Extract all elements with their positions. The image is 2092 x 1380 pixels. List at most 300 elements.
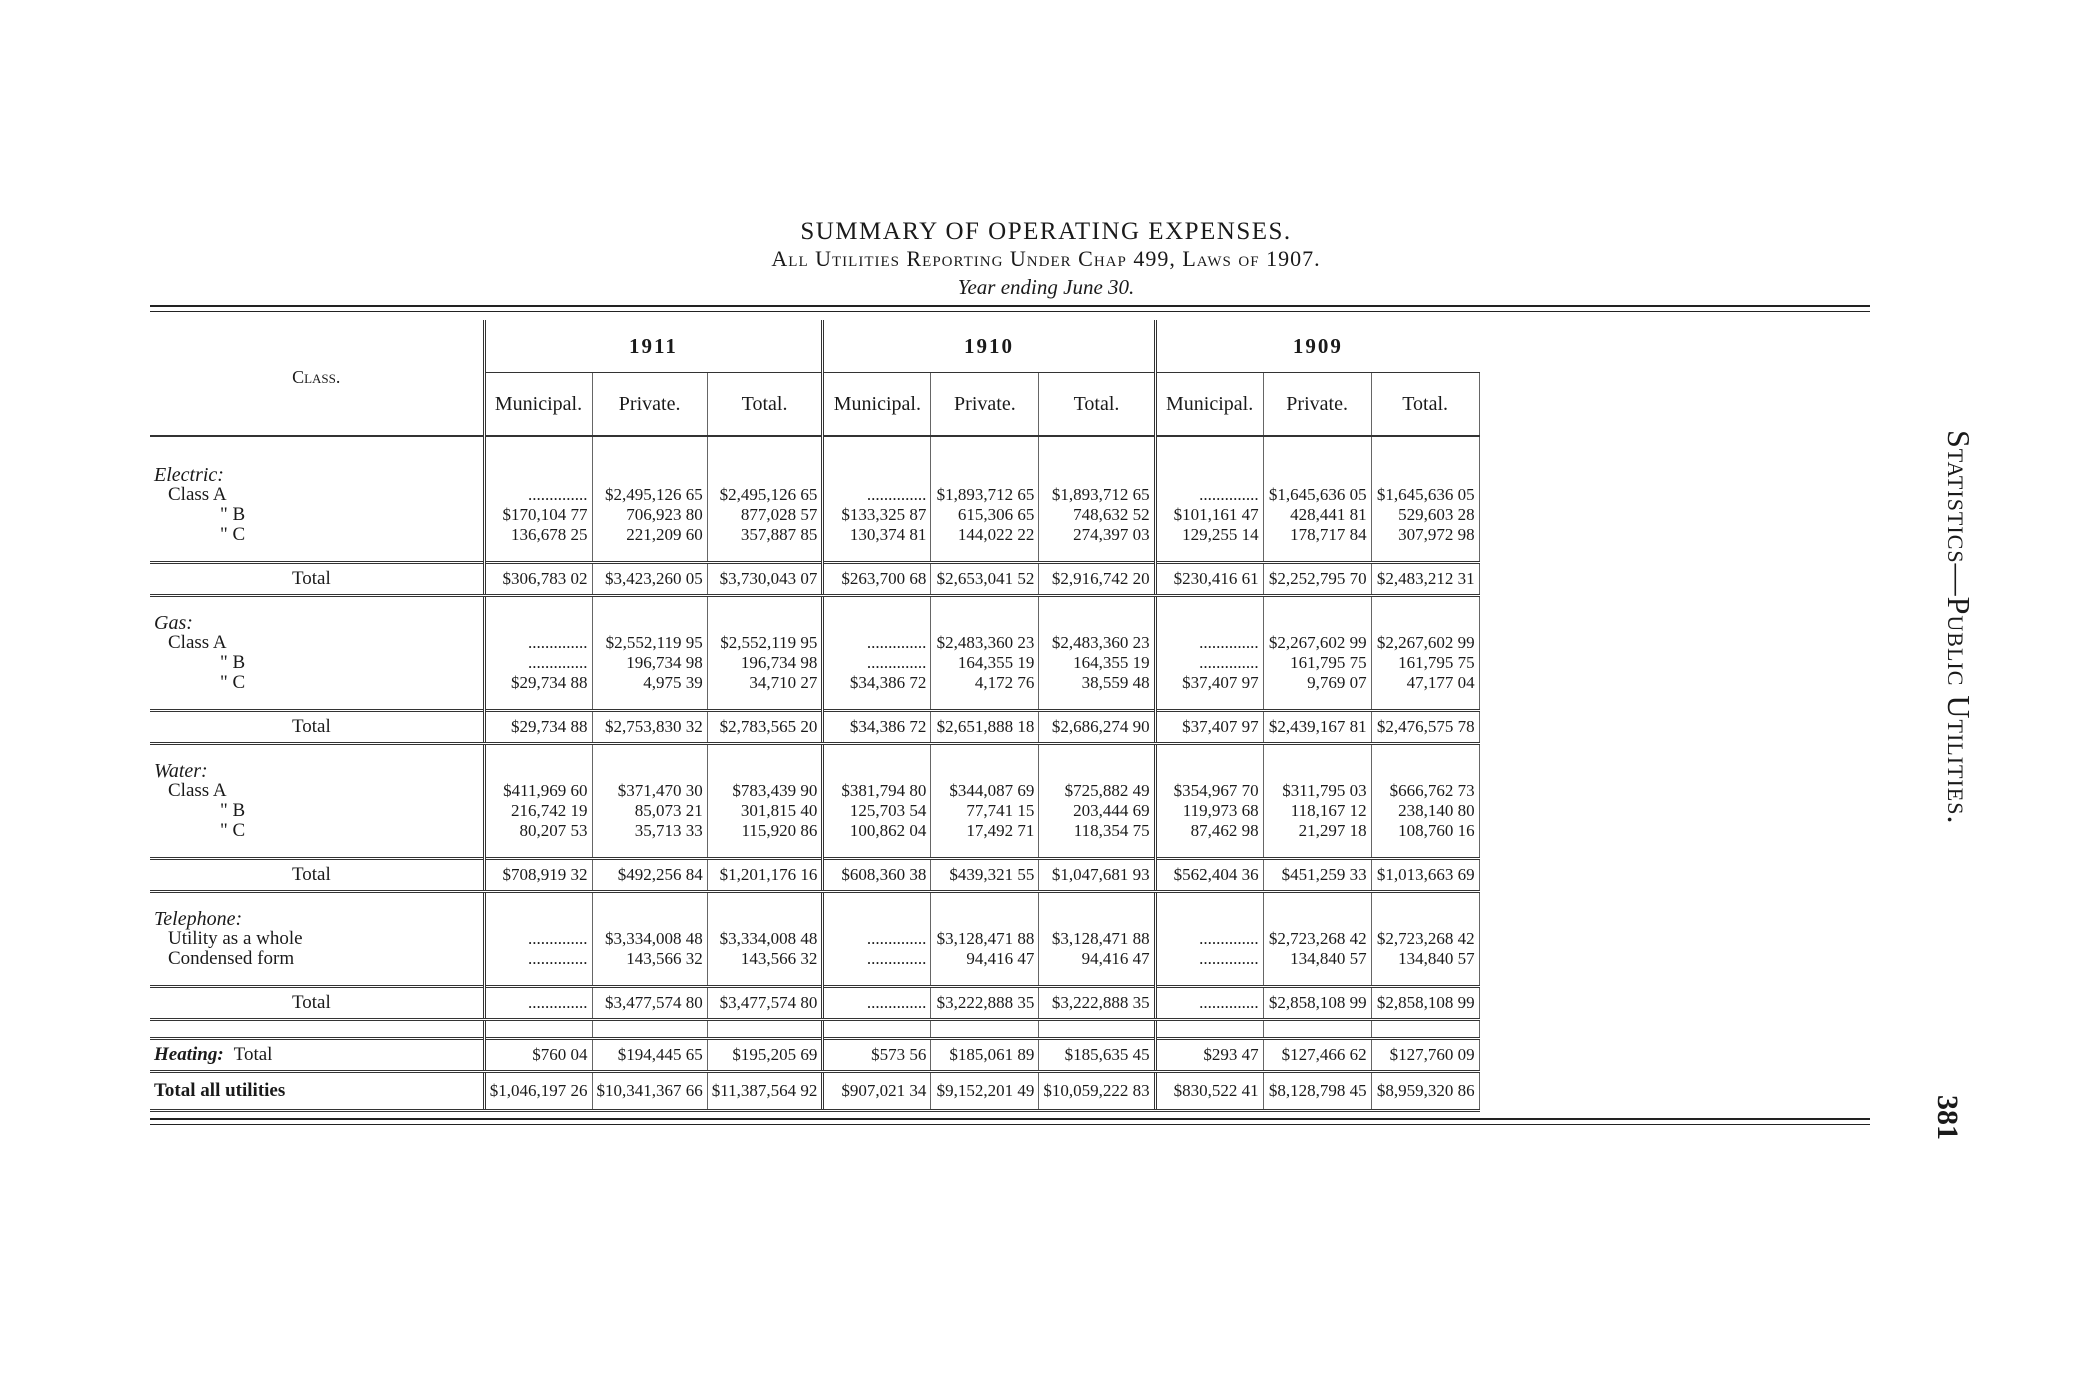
value-cell: .............. [823, 633, 931, 653]
grand-total-label: Total all utilities [150, 1072, 484, 1111]
side-running-title: Statistics—Public Utilities. [1941, 430, 1977, 825]
value-cell: 118,354 75 [1039, 821, 1155, 841]
blank-cell [1039, 909, 1155, 929]
spacer-cell [1371, 545, 1479, 563]
value-cell: $133,325 87 [823, 505, 931, 525]
spacer-cell [150, 1020, 484, 1039]
spacer-cell [931, 841, 1039, 859]
spacer-cell [823, 596, 931, 614]
value-cell: $439,321 55 [931, 859, 1039, 892]
spacer-cell [931, 1020, 1039, 1039]
spacer-cell [823, 693, 931, 711]
spacer-cell [484, 1020, 592, 1039]
value-cell: $3,128,471 88 [1039, 929, 1155, 949]
row-label: " C [220, 820, 246, 841]
value-cell: $3,423,260 05 [592, 563, 707, 596]
value-cell: $9,152,201 49 [931, 1072, 1039, 1111]
blank-cell [823, 465, 931, 485]
value-cell: $311,795 03 [1263, 781, 1371, 801]
year-line: Year ending June 30. [957, 275, 1135, 299]
spacer-cell [707, 744, 823, 762]
spacer-cell [1263, 436, 1371, 465]
spacer-cell [707, 841, 823, 859]
value-cell: 274,397 03 [1039, 525, 1155, 545]
blank-cell [1371, 613, 1479, 633]
value-cell: 119,973 68 [1155, 801, 1263, 821]
spacer-cell [1039, 841, 1155, 859]
year-header: 1911 [484, 320, 823, 373]
spacer-cell [823, 1020, 931, 1039]
value-cell: $3,128,471 88 [931, 929, 1039, 949]
value-cell: $263,700 68 [823, 563, 931, 596]
value-cell: 143,566 32 [592, 949, 707, 969]
value-cell: .............. [1155, 485, 1263, 505]
value-cell: $2,723,268 42 [1371, 929, 1479, 949]
table-row [150, 949, 1479, 969]
value-cell: 77,741 15 [931, 801, 1039, 821]
spacer-cell [707, 892, 823, 910]
blank-cell [1155, 613, 1263, 633]
value-cell: $2,267,602 99 [1371, 633, 1479, 653]
value-cell: 877,028 57 [707, 505, 823, 525]
value-cell: $10,059,222 83 [1039, 1072, 1155, 1111]
blank-cell [1039, 465, 1155, 485]
value-cell: $451,259 33 [1263, 859, 1371, 892]
group-label: Electric: [154, 464, 224, 486]
value-cell: $2,653,041 52 [931, 563, 1039, 596]
spacer-cell [150, 969, 484, 987]
bottom-rule-2 [150, 1124, 1870, 1125]
value-cell: 144,022 22 [931, 525, 1039, 545]
blank-cell [931, 761, 1039, 781]
value-cell: $185,635 45 [1039, 1039, 1155, 1072]
top-rule-2 [150, 311, 1870, 312]
row-label: Utility as a whole [168, 928, 303, 949]
value-cell: $3,477,574 80 [707, 987, 823, 1020]
value-cell: $8,128,798 45 [1263, 1072, 1371, 1111]
value-cell: 130,374 81 [823, 525, 931, 545]
total-label: Total [150, 859, 484, 892]
value-cell: 4,172 76 [931, 673, 1039, 693]
blank-cell [592, 761, 707, 781]
value-cell: $34,386 72 [823, 711, 931, 744]
value-cell: $3,730,043 07 [707, 563, 823, 596]
blank-cell [931, 465, 1039, 485]
value-cell: 301,815 40 [707, 801, 823, 821]
blank-cell [592, 909, 707, 929]
spacer-row [150, 969, 1479, 987]
value-cell: $37,407 97 [1155, 711, 1263, 744]
value-cell: $708,919 32 [484, 859, 592, 892]
value-cell: 196,734 98 [707, 653, 823, 673]
value-cell: $3,334,008 48 [592, 929, 707, 949]
total-label: Total [150, 987, 484, 1020]
spacer-cell [1263, 1020, 1371, 1039]
value-cell: $185,061 89 [931, 1039, 1039, 1072]
table-row [150, 673, 1479, 693]
value-cell: 706,923 80 [592, 505, 707, 525]
value-cell: 203,444 69 [1039, 801, 1155, 821]
value-cell: 134,840 57 [1371, 949, 1479, 969]
table-row [150, 653, 1479, 673]
value-cell: 238,140 80 [1371, 801, 1479, 821]
table-row [150, 821, 1479, 841]
value-cell: 615,306 65 [931, 505, 1039, 525]
total-row [150, 987, 1479, 1020]
spacer-cell [1039, 545, 1155, 563]
spacer-cell [823, 892, 931, 910]
value-cell: 143,566 32 [707, 949, 823, 969]
value-cell: $2,483,360 23 [931, 633, 1039, 653]
blank-cell [1371, 465, 1479, 485]
table-row [150, 485, 1479, 505]
spacer-row [150, 596, 1479, 614]
value-cell: $2,686,274 90 [1039, 711, 1155, 744]
value-cell: 38,559 48 [1039, 673, 1155, 693]
value-cell: 21,297 18 [1263, 821, 1371, 841]
value-cell: $127,760 09 [1371, 1039, 1479, 1072]
spacer-row [150, 841, 1479, 859]
blank-cell [592, 465, 707, 485]
value-cell: $195,205 69 [707, 1039, 823, 1072]
value-cell: 357,887 85 [707, 525, 823, 545]
spacer-cell [1155, 892, 1263, 910]
value-cell: .............. [1155, 929, 1263, 949]
private-header: Private. [1263, 373, 1371, 437]
group-label: Telephone: [154, 908, 243, 930]
row-label: " C [220, 524, 246, 545]
total-header: Total. [1039, 373, 1155, 437]
heating-label [150, 1039, 484, 1072]
value-cell: 85,073 21 [592, 801, 707, 821]
spacer-cell [1371, 969, 1479, 987]
blank-cell [931, 613, 1039, 633]
blank-cell [1039, 613, 1155, 633]
value-cell: $492,256 84 [592, 859, 707, 892]
blank-cell [707, 909, 823, 929]
blank-cell [484, 761, 592, 781]
value-cell: $2,783,565 20 [707, 711, 823, 744]
blank-cell [1263, 613, 1371, 633]
spacer-cell [1263, 892, 1371, 910]
group-header-row [150, 465, 1479, 485]
row-label: Class A [168, 484, 227, 505]
spacer-row [150, 693, 1479, 711]
value-cell: $230,416 61 [1155, 563, 1263, 596]
value-cell: .............. [484, 987, 592, 1020]
value-cell: 129,255 14 [1155, 525, 1263, 545]
table-row [150, 633, 1479, 653]
value-cell: $306,783 02 [484, 563, 592, 596]
spacer-cell [1155, 969, 1263, 987]
value-cell: .............. [823, 929, 931, 949]
value-cell: $3,334,008 48 [707, 929, 823, 949]
blank-cell [931, 909, 1039, 929]
municipal-header: Municipal. [823, 373, 931, 437]
value-cell: $411,969 60 [484, 781, 592, 801]
page-subtitle [0, 246, 2092, 272]
value-cell: $783,439 90 [707, 781, 823, 801]
value-cell: .............. [823, 653, 931, 673]
value-cell: $1,893,712 65 [1039, 485, 1155, 505]
spacer-cell [1155, 436, 1263, 465]
spacer-cell [592, 1020, 707, 1039]
spacer-row [150, 436, 1479, 465]
value-cell: $2,439,167 81 [1263, 711, 1371, 744]
value-cell: $354,967 70 [1155, 781, 1263, 801]
spacer-cell [1371, 841, 1479, 859]
year-header: 1909 [1155, 320, 1479, 373]
value-cell: 196,734 98 [592, 653, 707, 673]
value-cell: $8,959,320 86 [1371, 1072, 1479, 1111]
value-cell: $127,466 62 [1263, 1039, 1371, 1072]
spacer-row [150, 892, 1479, 910]
blank-cell [484, 909, 592, 929]
total-header: Total. [1371, 373, 1479, 437]
spacer-cell [150, 892, 484, 910]
spacer-cell [1371, 596, 1479, 614]
class-column-header: Class. [150, 320, 484, 436]
value-cell: $725,882 49 [1039, 781, 1155, 801]
spacer-cell [1039, 1020, 1155, 1039]
spacer-cell [484, 545, 592, 563]
spacer-cell [931, 545, 1039, 563]
spacer-cell [1263, 596, 1371, 614]
spacer-cell [1263, 969, 1371, 987]
spacer-cell [1371, 693, 1479, 711]
blank-cell [484, 465, 592, 485]
spacer-cell [484, 693, 592, 711]
spacer-row [150, 744, 1479, 762]
heating-group-label: Heating: [154, 1044, 224, 1065]
spacer-cell [1155, 545, 1263, 563]
spacer-cell [931, 892, 1039, 910]
value-cell: $37,407 97 [1155, 673, 1263, 693]
value-cell: $2,483,212 31 [1371, 563, 1479, 596]
value-cell: $2,267,602 99 [1263, 633, 1371, 653]
spacer-cell [1039, 744, 1155, 762]
value-cell: 164,355 19 [1039, 653, 1155, 673]
heating-total-label: Total [233, 1044, 273, 1065]
group-header-row [150, 909, 1479, 929]
spacer-cell [1263, 693, 1371, 711]
value-cell: .............. [823, 987, 931, 1020]
table-row [150, 929, 1479, 949]
row-label: Condensed form [168, 948, 295, 969]
blank-cell [823, 761, 931, 781]
blank-cell [592, 613, 707, 633]
value-cell: 178,717 84 [1263, 525, 1371, 545]
value-cell: .............. [484, 633, 592, 653]
value-cell: $1,047,681 93 [1039, 859, 1155, 892]
spacer-cell [592, 841, 707, 859]
value-cell: $2,651,888 18 [931, 711, 1039, 744]
value-cell: $2,916,742 20 [1039, 563, 1155, 596]
total-label: Total [150, 711, 484, 744]
spacer-row [150, 545, 1479, 563]
page-title: SUMMARY OF OPERATING EXPENSES. [800, 218, 1292, 245]
table-row [150, 505, 1479, 525]
row-label: " C [220, 672, 246, 693]
value-cell: $29,734 88 [484, 673, 592, 693]
spacer-cell [1371, 1020, 1479, 1039]
spacer-cell [150, 545, 484, 563]
blank-cell [823, 613, 931, 633]
value-cell: $760 04 [484, 1039, 592, 1072]
value-cell: $2,495,126 65 [707, 485, 823, 505]
blank-cell [1371, 909, 1479, 929]
value-cell: 4,975 39 [592, 673, 707, 693]
value-cell: $2,483,360 23 [1039, 633, 1155, 653]
spacer-cell [931, 693, 1039, 711]
value-cell: $2,858,108 99 [1263, 987, 1371, 1020]
value-cell: $573 56 [823, 1039, 931, 1072]
value-cell: 94,416 47 [931, 949, 1039, 969]
spacer-cell [707, 1020, 823, 1039]
spacer-cell [484, 436, 592, 465]
value-cell: 108,760 16 [1371, 821, 1479, 841]
spacer-cell [484, 596, 592, 614]
spacer-cell [150, 436, 484, 465]
value-cell: $2,252,795 70 [1263, 563, 1371, 596]
spacer-cell [592, 436, 707, 465]
spacer-cell [931, 744, 1039, 762]
year-header: 1910 [823, 320, 1155, 373]
value-cell: $907,021 34 [823, 1072, 931, 1111]
spacer-cell [1263, 744, 1371, 762]
spacer-cell [1039, 436, 1155, 465]
value-cell: $3,477,574 80 [592, 987, 707, 1020]
value-cell: 529,603 28 [1371, 505, 1479, 525]
value-cell: $381,794 80 [823, 781, 931, 801]
blank-cell [1263, 761, 1371, 781]
value-cell: 221,209 60 [592, 525, 707, 545]
private-header: Private. [592, 373, 707, 437]
spacer-cell [1371, 744, 1479, 762]
operating-expenses-table [150, 320, 1480, 1112]
spacer-cell [1263, 545, 1371, 563]
spacer-cell [1155, 841, 1263, 859]
blank-cell [707, 613, 823, 633]
spacer-cell [707, 545, 823, 563]
value-cell: 118,167 12 [1263, 801, 1371, 821]
total-row [150, 859, 1479, 892]
spacer-row [150, 1020, 1479, 1039]
value-cell: $194,445 65 [592, 1039, 707, 1072]
spacer-cell [1155, 596, 1263, 614]
spacer-cell [592, 744, 707, 762]
value-cell: 136,678 25 [484, 525, 592, 545]
spacer-cell [150, 744, 484, 762]
total-header: Total. [707, 373, 823, 437]
blank-cell [823, 909, 931, 929]
value-cell: 94,416 47 [1039, 949, 1155, 969]
spacer-cell [484, 892, 592, 910]
blank-cell [1263, 909, 1371, 929]
value-cell: 216,742 19 [484, 801, 592, 821]
value-cell: $1,893,712 65 [931, 485, 1039, 505]
value-cell: 35,713 33 [592, 821, 707, 841]
subtitle-text: All Utilities Reporting Under Chap 499, Laws of 1907. [771, 246, 1321, 271]
spacer-cell [707, 596, 823, 614]
spacer-cell [1039, 892, 1155, 910]
spacer-cell [150, 841, 484, 859]
spacer-cell [1155, 693, 1263, 711]
value-cell: $1,645,636 05 [1371, 485, 1479, 505]
value-cell: $170,104 77 [484, 505, 592, 525]
value-cell: .............. [1155, 653, 1263, 673]
spacer-cell [592, 969, 707, 987]
top-rule [150, 305, 1870, 307]
table-body [150, 436, 1479, 1111]
value-cell: $3,222,888 35 [931, 987, 1039, 1020]
group-header-row [150, 761, 1479, 781]
spacer-cell [823, 744, 931, 762]
group-header-row [150, 613, 1479, 633]
spacer-cell [931, 596, 1039, 614]
value-cell: $2,858,108 99 [1371, 987, 1479, 1020]
spacer-cell [1371, 892, 1479, 910]
value-cell: $1,201,176 16 [707, 859, 823, 892]
spacer-cell [592, 693, 707, 711]
spacer-cell [150, 596, 484, 614]
spacer-cell [1039, 596, 1155, 614]
group-label: Gas: [154, 612, 193, 634]
blank-cell [707, 465, 823, 485]
spacer-cell [1039, 693, 1155, 711]
spacer-cell [707, 693, 823, 711]
value-cell: $2,552,119 95 [707, 633, 823, 653]
spacer-cell [1039, 969, 1155, 987]
value-cell: 17,492 71 [931, 821, 1039, 841]
value-cell: $29,734 88 [484, 711, 592, 744]
value-cell: 428,441 81 [1263, 505, 1371, 525]
value-cell: 161,795 75 [1263, 653, 1371, 673]
group-label: Water: [154, 760, 208, 782]
value-cell: .............. [484, 653, 592, 673]
blank-cell [1039, 761, 1155, 781]
blank-cell [1155, 465, 1263, 485]
value-cell: $2,753,830 32 [592, 711, 707, 744]
blank-cell [1263, 465, 1371, 485]
spacer-cell [823, 436, 931, 465]
municipal-header: Municipal. [1155, 373, 1263, 437]
grand-total-row [150, 1072, 1479, 1111]
value-cell: $2,495,126 65 [592, 485, 707, 505]
value-cell: $1,046,197 26 [484, 1072, 592, 1111]
value-cell: 80,207 53 [484, 821, 592, 841]
blank-cell [1155, 909, 1263, 929]
value-cell: $2,723,268 42 [1263, 929, 1371, 949]
value-cell: 47,177 04 [1371, 673, 1479, 693]
spacer-cell [484, 744, 592, 762]
value-cell: $562,404 36 [1155, 859, 1263, 892]
value-cell: 100,862 04 [823, 821, 931, 841]
spacer-cell [1263, 841, 1371, 859]
value-cell: 9,769 07 [1263, 673, 1371, 693]
value-cell: $1,645,636 05 [1263, 485, 1371, 505]
row-label: " B [220, 504, 246, 525]
value-cell: $1,013,663 69 [1371, 859, 1479, 892]
value-cell: 164,355 19 [931, 653, 1039, 673]
spacer-cell [1371, 436, 1479, 465]
value-cell: $2,476,575 78 [1371, 711, 1479, 744]
value-cell: 307,972 98 [1371, 525, 1479, 545]
spacer-cell [823, 969, 931, 987]
private-header: Private. [931, 373, 1039, 437]
row-label: Class A [168, 632, 227, 653]
row-label: Class A [168, 780, 227, 801]
